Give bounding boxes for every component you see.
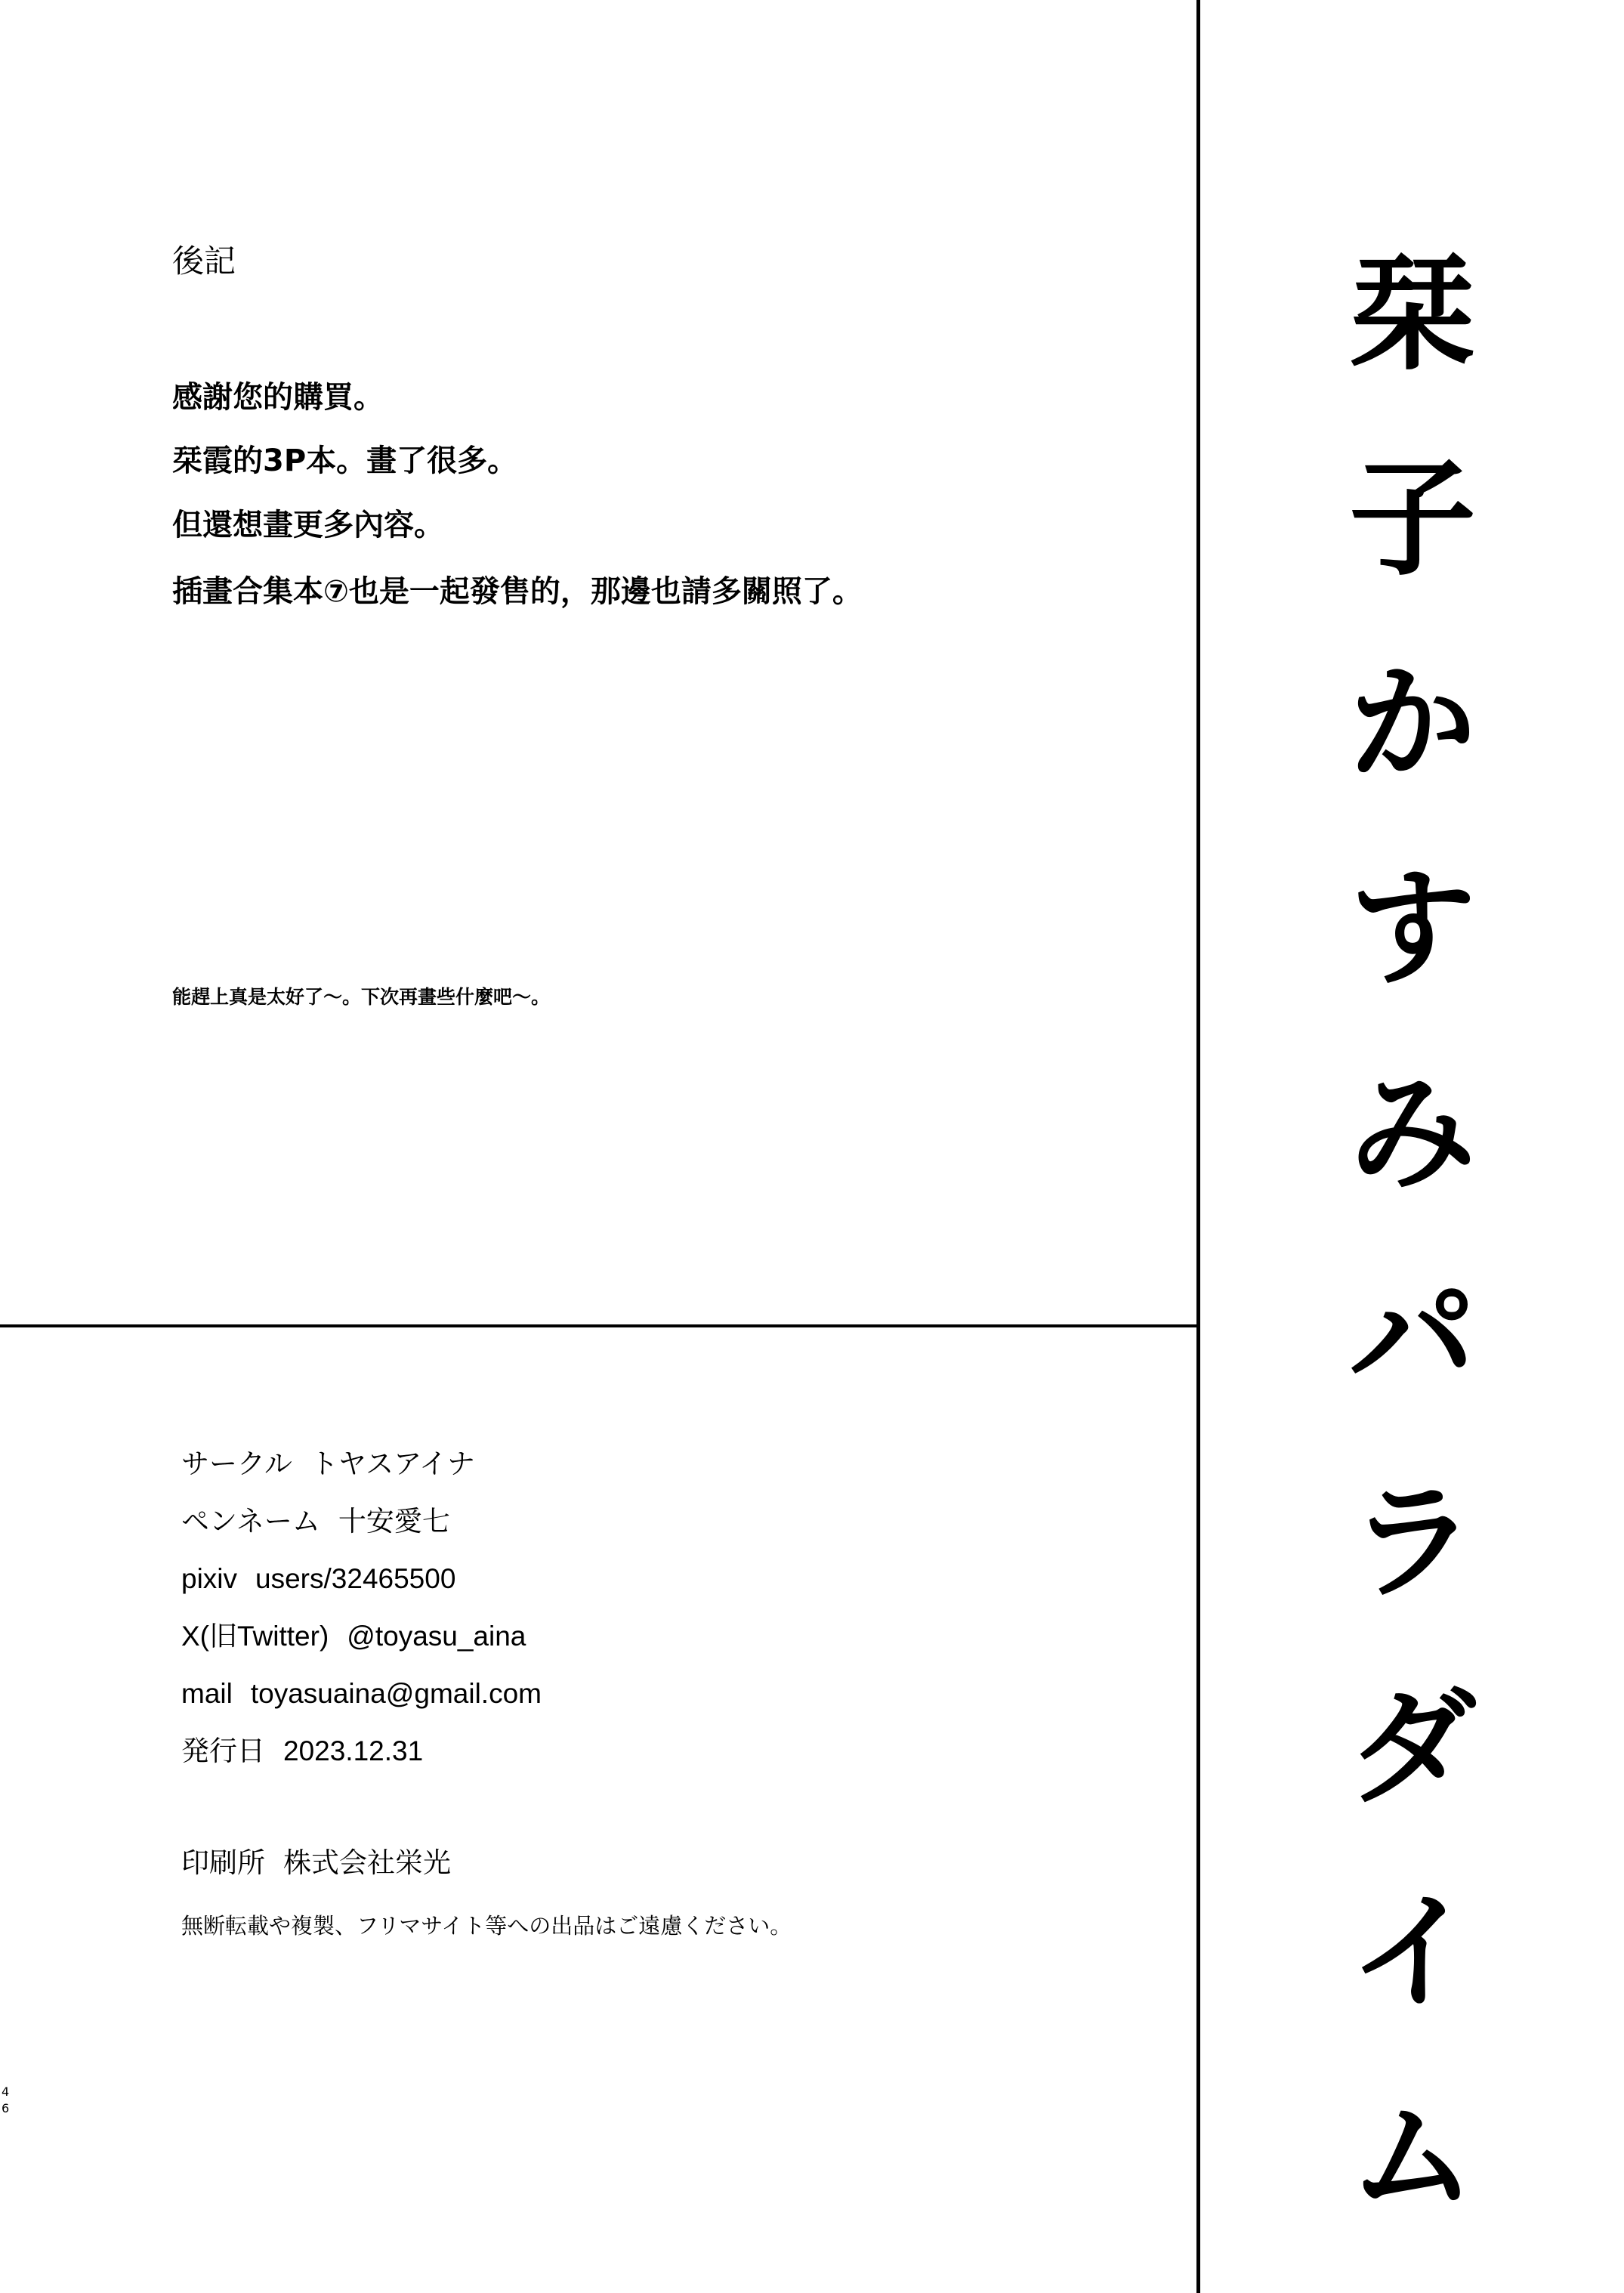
title-char-6: パ [1349, 1262, 1476, 1412]
horizontal-divider [0, 1324, 1198, 1327]
page-number-digit-2: 6 [2, 2101, 10, 2115]
colophon-pixiv-value: users/32465500 [255, 1563, 456, 1594]
colophon-pen-name-label: ペンネーム [181, 1506, 320, 1537]
colophon-circle-label: サークル [181, 1448, 292, 1479]
afterword-closing: 能趕上真是太好了～。下次再畫些什麼吧～。 [172, 986, 551, 1008]
colophon-issue-date [181, 1732, 423, 1770]
vertical-divider [1196, 0, 1200, 2293]
title-char-3: か [1349, 648, 1476, 798]
colophon-printer-value: 株式会社栄光 [283, 1847, 451, 1878]
afterword-heading: 後記 [172, 243, 236, 280]
title-char-10: ム [1349, 2081, 1476, 2231]
colophon-x [181, 1618, 526, 1655]
colophon-pen-name [181, 1503, 450, 1541]
colophon-printer-label: 印刷所 [181, 1847, 265, 1878]
title-char-7: ラ [1349, 1467, 1476, 1617]
colophon-pen-name-value: 十安愛七 [338, 1506, 450, 1537]
book-title [1345, 212, 1480, 2231]
title-char-5: み [1349, 1058, 1476, 1207]
title-char-2: 子 [1349, 443, 1476, 593]
reproduction-notice: 無断転載や複製、フリマサイト等への出品はご遠慮ください。 [181, 1913, 792, 1939]
colophon-mail [181, 1675, 542, 1713]
afterword-line-1: 感謝您的購買。 [172, 380, 384, 415]
title-char-8: ダ [1349, 1672, 1476, 1822]
colophon-x-value: @toyasu_aina [347, 1621, 526, 1652]
afterword-line-4: 插畫合集本⑦也是一起發售的，那邊也請多關照了。 [172, 574, 863, 609]
afterword-line-2: 栞霞的3P本。畫了很多。 [172, 443, 518, 478]
colophon-issue-date-value: 2023.12.31 [283, 1735, 424, 1766]
title-char-9: イ [1349, 1877, 1476, 2026]
title-char-4: す [1349, 853, 1476, 1003]
colophon-x-label: X(旧Twitter) [181, 1621, 329, 1652]
colophon-circle-value: トヤスアイナ [310, 1448, 475, 1479]
colophon-pixiv [181, 1560, 455, 1598]
colophon-pixiv-label: pixiv [181, 1563, 238, 1594]
page-number-digit-1: 4 [2, 2084, 10, 2099]
page-number [2, 2084, 14, 2117]
colophon-mail-label: mail [181, 1678, 233, 1709]
colophon-issue-date-label: 発行日 [181, 1735, 265, 1766]
colophon-circle [181, 1445, 475, 1483]
colophon-mail-value: toyasuaina@gmail.com [250, 1678, 542, 1709]
title-char-1: 栞 [1349, 239, 1476, 388]
colophon-printer [181, 1844, 451, 1882]
afterword-line-3: 但還想畫更多內容。 [172, 508, 444, 542]
